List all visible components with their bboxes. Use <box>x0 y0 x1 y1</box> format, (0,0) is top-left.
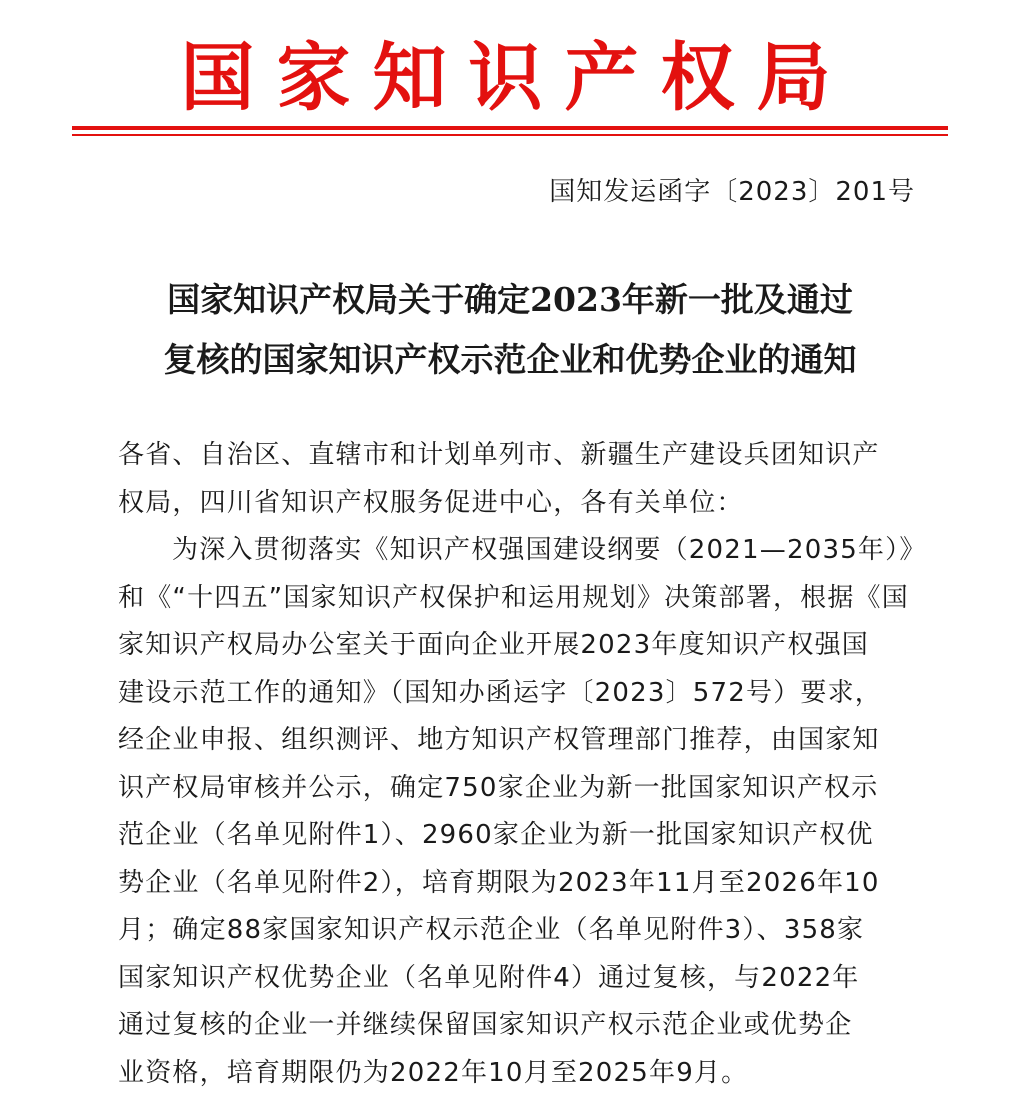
paragraph-line: 范企业（名单见附件1）、2960家企业为新一批国家知识产权优 <box>118 820 874 850</box>
document-number: 国知发运函字〔2023〕201号 <box>549 177 915 207</box>
agency-masthead: 国家知识产权局 <box>180 35 853 121</box>
addressee-line: 权局，四川省知识产权服务促进中心，各有关单位： <box>118 487 744 518</box>
paragraph-line: 识产权局审核并公示，确定750家企业为新一批国家知识产权示 <box>118 772 879 803</box>
paragraph-line: 月；确定88家国家知识产权示范企业（名单见附件3）、358家 <box>118 915 865 945</box>
paragraph-line: 建设示范工作的通知》（国知办函运字〔2023〕572号）要求， <box>118 677 882 708</box>
paragraph-line: 家知识产权局办公室关于面向企业开展2023年度知识产权强国 <box>118 630 869 660</box>
title-line: 复核的国家知识产权示范企业和优势企业的通知 <box>163 340 857 379</box>
paragraph-line: 为深入贯彻落实《知识产权强国建设纲要（2021—2035年）》 <box>172 535 927 565</box>
addressee-line: 各省、自治区、直辖市和计划单列市、新疆生产建设兵团知识产 <box>118 440 880 470</box>
document-title <box>100 270 920 390</box>
paragraph-line: 国家知识产权优势企业（名单见附件4）通过复核，与2022年 <box>118 962 860 993</box>
paragraph-line: 业资格，培育期限仍为2022年10月至2025年9月。 <box>118 1057 749 1088</box>
paragraph-line: 势企业（名单见附件2），培育期限为2023年11月至2026年10 <box>118 867 880 898</box>
paragraph-line: 通过复核的企业一并继续保留国家知识产权示范企业或优势企 <box>118 1010 853 1040</box>
title-line: 国家知识产权局关于确定2023年新一批及通过 <box>167 280 853 319</box>
paragraph-line: 和《“十四五”国家知识产权保护和运用规划》决策部署，根据《国 <box>118 582 909 613</box>
document-body <box>118 432 927 1097</box>
masthead-red-rule-thick <box>72 126 948 130</box>
paragraph-line: 经企业申报、组织测评、地方知识产权管理部门推荐，由国家知 <box>118 725 880 755</box>
masthead-red-rule-thin <box>72 134 948 136</box>
